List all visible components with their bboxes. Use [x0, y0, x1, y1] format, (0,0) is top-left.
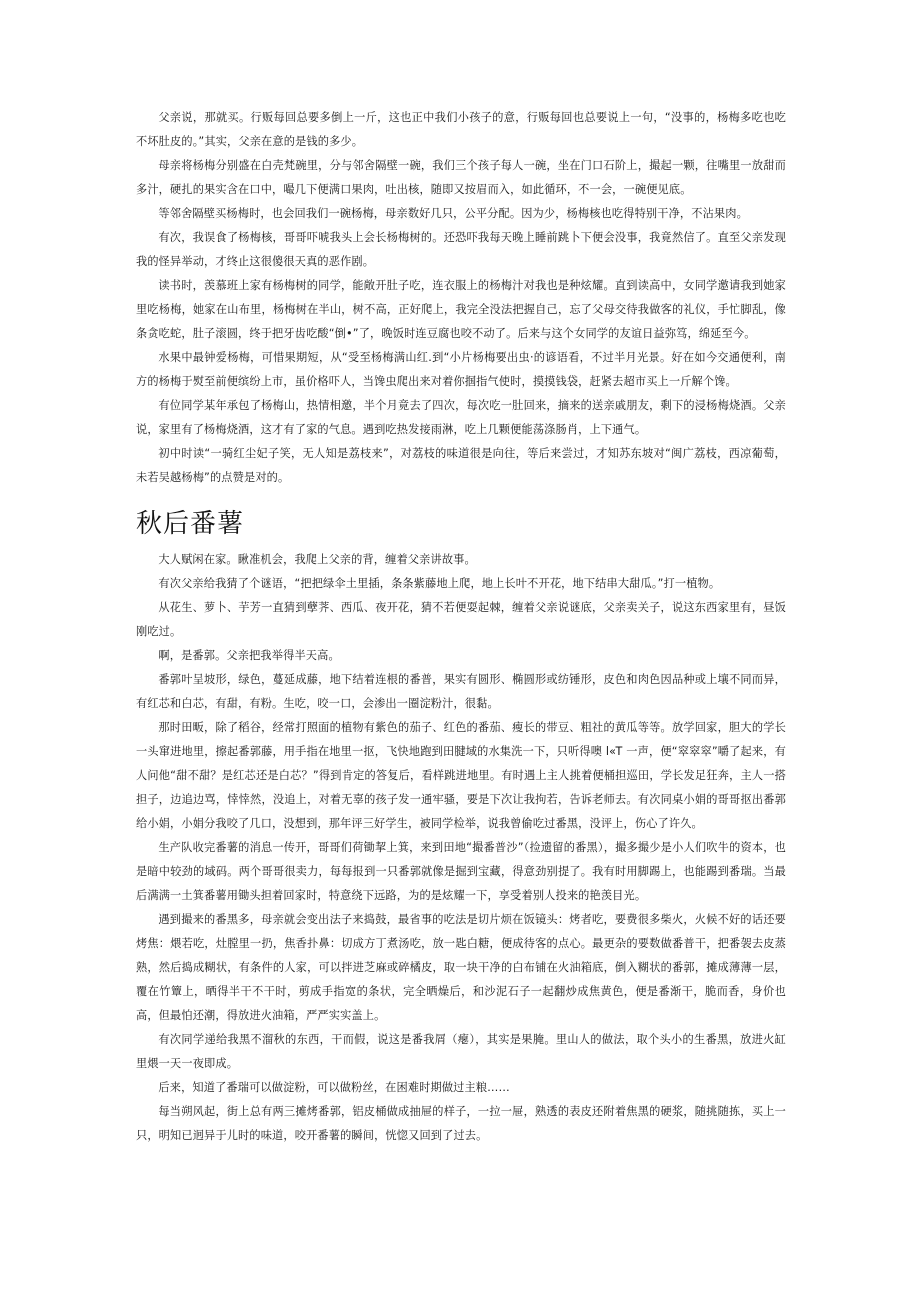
paragraph: 那时田畈，除了稻谷，经常打照面的植物有紫色的茄子、红色的番茄、瘦长的带豆、粗社的黄瓜等等。放学回家，胆大的学长一头窜进地里，擦起番郭藤，用手指在地里一抠，飞快地跑到田腱域的水集洗一下，只听得噢 l«T 一声，便“窣窣窣”嚼了起来，有人问他“甜不甜？是红芯还是白芯？”得到肯定的答复后，看样跳进地里。有时遇上主人挑着便桶担巡田，学长发足狂奔，主人一搭担子，边追边骂，悻悻然，没追上，对着无辜的孩子发一通牢骚，要是下次让我拘若，告诉老师去。有次同桌小娟的哥哥抠出番郭给小娟，小娟分我咬了几口，没想到，那年评三好学生，被同学检举，说我曾偷吃过番黑，没评上，伤心了许久。: [136, 721, 787, 830]
paragraph: 有次父亲给我猜了个谜语，“把把绿伞土里插，条条紫藤地上爬，地上长叶不开花，地下结串大甜瓜。”打一植物。: [158, 577, 721, 590]
paragraph: 从花生、萝卜、芋芳一直猜到孽荠、西瓜、夜开花，猜不若便耍起棘，缠着父亲说谜底，父亲卖关子，说这东西家里有，昼饭刚吃过。: [136, 601, 786, 638]
paragraph: 父亲说，那就买。行贩每回总要多倒上一斤，这也正中我们小孩子的意，行贩每回也总要说上一句，“没事的，杨梅多吃也吃不坏肚皮的。”其实，父亲在意的是钱的多少。: [136, 111, 786, 148]
paragraph: 水果中最钟爱杨梅，可惜果期短，从“受至杨梅满山红.到“小片杨梅要出虫·的谚语看，不过半月光景。好在如今交通便利，南方的杨梅于熨至前便缤纷上市，虽价格吓人，当馋虫爬出来对着你掴指气使时，摸摸钱袋，赶紧去超市买上一斤解个馋。: [136, 351, 786, 388]
paragraph: 初中时读“一骑红尘妃子笑，无人知是荔枝来”，对荔枝的味道很是向往，等后来尝过，才知苏东坡对“闽广荔枝，西凉葡萄，未若吴越杨梅”的点赞是对的。: [136, 447, 786, 484]
paragraph: 有次，我误食了杨梅核，哥哥吓唬我头上会长杨梅树的。还恐吓我每天晚上睡前跳卜下便会没事，我竟然信了。直至父亲发现我的怪异举动，才终止这很傻很天真的恶作剧。: [136, 231, 786, 268]
paragraph: 每当朔风起，街上总有两三摊烤番郭，铝皮桶做成抽屉的样子，一拉一屉，熟透的表皮还附着焦黑的硬浆，随挑随拣，买上一只，明知已迥异于儿时的味道，咬开番薯的瞬间，恍惚又回到了过去。: [136, 1105, 786, 1142]
paragraph: 啊，是番郭。父亲把我举得半天高。: [158, 649, 340, 662]
paragraph: 等邻舍隔壁买杨梅时，也会回我们一碗杨梅，母亲数好几只，公平分配。因为少，杨梅核也吃得特别干净，不沾果肉。: [158, 207, 748, 220]
section-title: 秋后番薯: [136, 509, 245, 539]
paragraph: 有次同学递给我黑不溜秋的东西，干而假，说这是番我屑（瘪），其实是果腌。里山人的做法，取个头小的生番黑，放进火缸里煨一天一夜即成。: [136, 1033, 786, 1070]
paragraph: 生产队收完番薯的消息一传开，哥哥们荷锄挈上箕，来到田地“撮番普沙”（捡遗留的番黑），撮多撮少是小人们吹牛的资本，也是暗中较劲的域码。两个哥哥很卖力，每每报到一只番郭就像是掘到宝藏，得意劲别提了。我有时用脚踢上，也能踢到番瑞。当最后满满一土箕番薯用锄头担着回家时，特意绕下远路，为的是炫耀一下，享受着别人投来的艳羡目光。: [136, 841, 786, 902]
paragraph: 后来，知道了番瑞可以做淀粉，可以做粉丝，在困难时期做过主粮……: [158, 1081, 510, 1094]
paragraph: 遇到撮来的番黑多，母亲就会变出法子来捣鼓，最省事的吃法是切片烦在饭镜头：烤者吃，要费很多柴火，火候不好的话还要烤焦：煨若吃，灶膛里一扔，焦香扑鼻：切成方丁煮汤吃，放一匙白糖，便成待客的点心。最更杂的要数做番普干，把番袈去皮蒸熟，然后捣成糊状，有条件的人家，可以拌进芝麻或碎橘皮，取一块干净的白布铺在火油箱底，倒入糊状的番郭，摊成薄薄一层，覆在竹簟上，晒得半干不干时，剪成手指宽的条状，完全晒燥后，和沙泥石子一起翻炒成焦黄色，便是番渐干，脆而香，身价也高，但最怕还潮，得放进火油箱，严严实实盖上。: [136, 913, 786, 1022]
paragraph: 读书时，羡慕班上家有杨梅树的同学，能敞开肚子吃，连衣服上的杨梅汁对我也是种炫耀。直到读高中，女同学邀请我到她家里吃杨梅，她家在山布里，杨梅树在半山，树不高，正好爬上，我完全没法把握自己，忘了父母交待我做客的礼仪，手忙脚乱，像条贪吃蛇，肚子滚圆，终于把牙齿吃酸“倒•”了，晚饭时连豆腐也咬不动了。后来与这个女同学的友谊日益弥笃，绵延至今。: [136, 279, 786, 340]
section-fanshu: [136, 548, 786, 1148]
paragraph: 母亲将杨梅分别盛在白壳梵碗里，分与邻舍隔壁一碗，我们三个孩子每人一碗，坐在门口石阶上，撮起一颗，往嘴里一放甜而多汁，硬扎的果实含在口中，嘬几下便满口果肉，吐出核，随即又按眉而入，如此循环，不一会，一碗便见底。: [136, 159, 786, 196]
document-page: [136, 106, 786, 1148]
paragraph: 番郭叶呈坡形，绿色，蔓延成藤，地下结着连根的番普，果实有圆形、椭圆形或纺锤形，皮色和肉色因品种或上壤不同而异，有红芯和白芯，有甜，有粉。生吃，咬一口，会渗出一圈淀粉汁，很黏。: [136, 673, 786, 710]
section-yangmei: [136, 106, 786, 490]
paragraph: 大人赋闲在家。瞅准机会，我爬上父亲的背，缠着父亲讲故事。: [158, 553, 476, 566]
paragraph: 有位同学某年承包了杨梅山，热情相邀，半个月竟去了四次，每次吃一肚回来，摘来的送亲戚朋友，剩下的浸杨梅烧酒。父亲说，家里有了杨梅烧酒，这才有了家的气息。遇到吃热发接雨淋，吃上几颗便能荡涤肠肖，上下通气。: [136, 399, 786, 436]
